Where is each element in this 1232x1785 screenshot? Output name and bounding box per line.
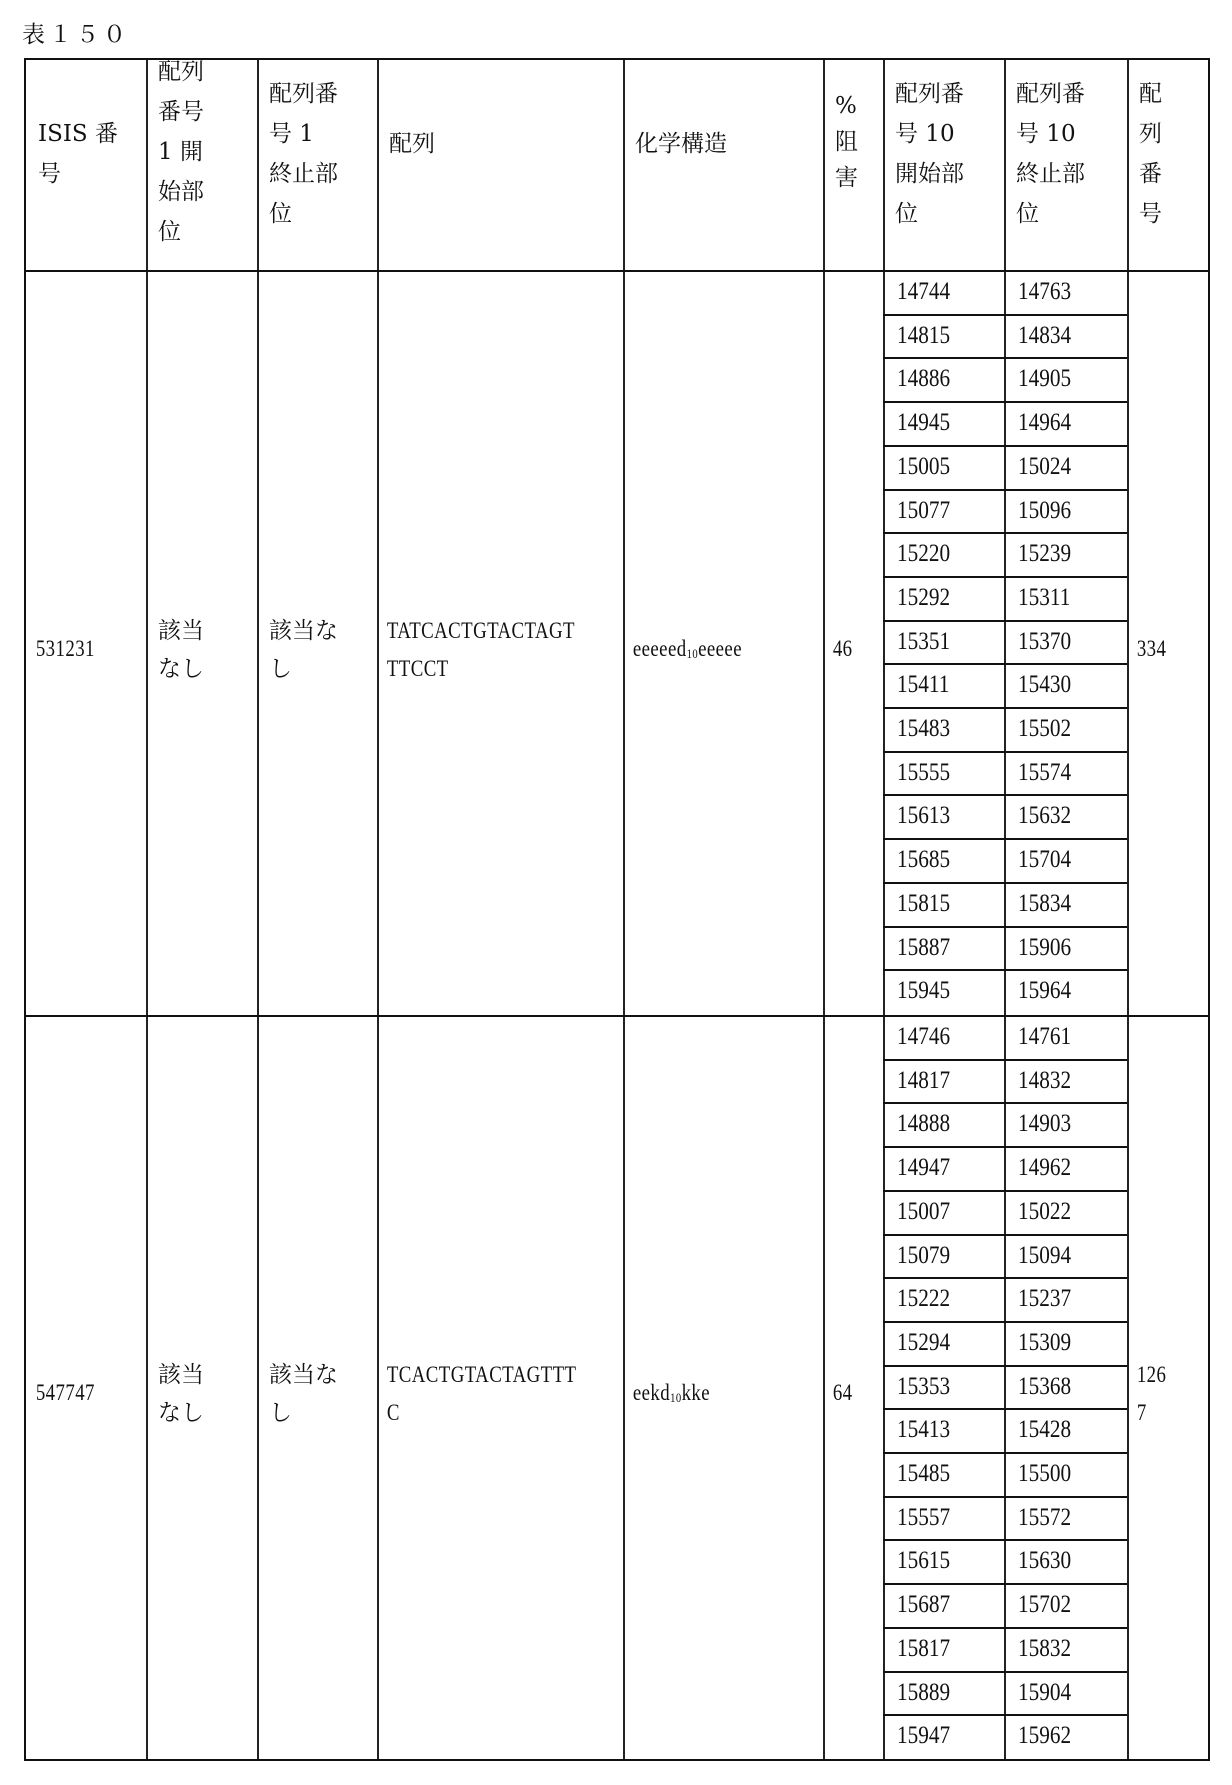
isis-number: 531231 — [35, 636, 95, 661]
seq10-stop-value: 15428 — [1018, 1416, 1072, 1444]
seq10-start-value: 15557 — [897, 1503, 951, 1531]
seq1-start: 該当 なし — [158, 1362, 204, 1426]
seq10-stop-value: 15906 — [1018, 933, 1072, 961]
seq10-start-value: 15887 — [897, 933, 951, 961]
position-row — [883, 403, 1127, 447]
seq10-stop-value: 15096 — [1018, 496, 1072, 524]
col-divider — [257, 60, 259, 1759]
seq10-start-value: 15077 — [897, 496, 951, 524]
chemistry — [623, 1374, 710, 1417]
chemistry — [623, 630, 742, 673]
position-row — [883, 796, 1127, 840]
seq10-start-value: 15485 — [897, 1460, 951, 1488]
seq10-start-value: 15005 — [897, 452, 951, 480]
position-list — [883, 272, 1127, 1015]
position-row — [883, 1017, 1127, 1061]
seq10-start-value: 15815 — [897, 889, 951, 917]
position-row — [883, 928, 1127, 972]
col-divider — [1127, 60, 1129, 1759]
position-row — [883, 1454, 1127, 1498]
col-divider — [623, 60, 625, 1759]
seq10-stop-value: 14832 — [1018, 1066, 1072, 1094]
position-row — [883, 1279, 1127, 1323]
header-seq10-stop: 配列番 号 10 終止部 位 — [1016, 81, 1085, 227]
seq10-start-value: 15945 — [897, 977, 951, 1005]
seq-id: 334 — [1136, 636, 1167, 661]
seq10-stop-value: 14964 — [1018, 409, 1072, 437]
seq10-stop-value: 15024 — [1018, 452, 1072, 480]
seq-id: 126 7 — [1136, 1362, 1167, 1425]
chemistry-prefix: eeeeed — [632, 636, 687, 661]
header-seq1-stop: 配列番 号 1 終止部 位 — [269, 81, 338, 227]
position-row — [883, 1673, 1127, 1717]
seq10-stop-value: 14763 — [1018, 278, 1072, 305]
seq10-stop-value: 15704 — [1018, 846, 1072, 874]
position-row — [883, 1716, 1127, 1760]
seq10-stop-value: 15502 — [1018, 715, 1072, 743]
seq10-start-value: 15222 — [897, 1285, 951, 1313]
seq10-stop-value: 15574 — [1018, 758, 1072, 786]
position-row — [883, 534, 1127, 578]
position-row — [883, 1236, 1127, 1280]
position-row — [883, 840, 1127, 884]
position-row — [883, 1323, 1127, 1367]
seq10-start-value: 15685 — [897, 846, 951, 874]
seq10-stop-value: 15964 — [1018, 977, 1072, 1005]
inhibition-percent: 46 — [832, 636, 853, 661]
data-table — [24, 58, 1210, 1761]
seq10-start-value: 14746 — [897, 1023, 951, 1050]
seq10-start-value: 14886 — [897, 365, 951, 393]
position-row — [883, 622, 1127, 666]
position-row — [883, 1192, 1127, 1236]
position-row — [883, 1148, 1127, 1192]
seq10-stop-value: 14962 — [1018, 1154, 1072, 1182]
seq10-start-value: 15079 — [897, 1241, 951, 1269]
seq10-stop-value: 15430 — [1018, 671, 1072, 699]
seq10-start-value: 15413 — [897, 1416, 951, 1444]
position-row — [883, 884, 1127, 928]
position-row — [883, 753, 1127, 797]
seq10-stop-value: 15022 — [1018, 1197, 1072, 1225]
header-seq-id: 配 列 番 号 — [1139, 81, 1162, 227]
position-row — [883, 272, 1127, 316]
position-row — [883, 971, 1127, 1015]
position-row — [883, 491, 1127, 535]
seq10-stop-value: 15239 — [1018, 540, 1072, 568]
seq10-stop-value: 15094 — [1018, 1241, 1072, 1269]
seq1-stop: 該当な し — [269, 1362, 338, 1426]
seq10-start-value: 15007 — [897, 1197, 951, 1225]
seq10-stop-value: 15237 — [1018, 1285, 1072, 1313]
position-row — [883, 359, 1127, 403]
seq10-start-value: 15353 — [897, 1372, 951, 1400]
seq10-start-value: 15615 — [897, 1547, 951, 1575]
seq10-stop-value: 14761 — [1018, 1023, 1072, 1050]
seq10-stop-value: 15904 — [1018, 1678, 1072, 1706]
seq10-start-value: 15613 — [897, 802, 951, 830]
seq10-start-value: 14945 — [897, 409, 951, 437]
seq10-start-value: 15483 — [897, 715, 951, 743]
position-row — [883, 1104, 1127, 1148]
seq10-start-value: 14947 — [897, 1154, 951, 1182]
seq10-start-value: 15947 — [897, 1722, 951, 1750]
seq10-stop-value: 15630 — [1018, 1547, 1072, 1575]
seq10-stop-value: 15309 — [1018, 1328, 1072, 1356]
seq10-start-value: 14817 — [897, 1066, 951, 1094]
position-row — [883, 1585, 1127, 1629]
position-row — [883, 447, 1127, 491]
sequence: TATCACTGTACTAGT TTCCT — [386, 618, 575, 681]
seq10-stop-value: 15962 — [1018, 1722, 1072, 1750]
chemistry-prefix: eekd — [632, 1380, 671, 1405]
header-seq1-start: 配列 番号 1 開 始部 位 — [158, 59, 204, 245]
seq1-start: 該当 なし — [158, 618, 204, 682]
seq10-stop-value: 15632 — [1018, 802, 1072, 830]
col-divider — [146, 60, 148, 1759]
seq10-stop-value: 15572 — [1018, 1503, 1072, 1531]
seq10-stop-value: 14834 — [1018, 321, 1072, 349]
seq10-start-value: 14744 — [897, 278, 951, 305]
seq10-start-value: 14888 — [897, 1110, 951, 1138]
seq10-start-value: 15889 — [897, 1678, 951, 1706]
seq10-start-value: 15292 — [897, 583, 951, 611]
chemistry-suffix: kke — [681, 1380, 711, 1405]
seq10-stop-value: 15368 — [1018, 1372, 1072, 1400]
chemistry-suffix: eeeee — [698, 636, 742, 661]
position-row — [883, 1061, 1127, 1105]
position-row — [883, 316, 1127, 360]
seq10-start-value: 15555 — [897, 758, 951, 786]
header-seq10-start: 配列番 号 10 開始部 位 — [895, 81, 964, 227]
seq10-stop-value: 15832 — [1018, 1634, 1072, 1662]
seq1-stop: 該当な し — [269, 618, 338, 682]
seq10-stop-value: 15311 — [1018, 583, 1071, 611]
position-row — [883, 665, 1127, 709]
seq10-start-value: 15351 — [897, 627, 951, 655]
chemistry-subscript: 10 — [670, 1390, 682, 1405]
header-inhibition: % 阻 害 — [835, 93, 858, 191]
seq10-stop-value: 15370 — [1018, 627, 1072, 655]
header-sequence: 配列 — [389, 131, 435, 157]
seq10-stop-value: 15702 — [1018, 1591, 1072, 1619]
col-divider — [377, 60, 379, 1759]
inhibition-percent: 64 — [832, 1380, 853, 1405]
seq10-start-value: 15220 — [897, 540, 951, 568]
seq10-stop-value: 15500 — [1018, 1460, 1072, 1488]
position-row — [883, 1541, 1127, 1585]
table-caption: 表１５０ — [22, 22, 130, 48]
position-list — [883, 1017, 1127, 1760]
header-chemistry: 化学構造 — [635, 131, 727, 157]
seq10-stop-value: 14903 — [1018, 1110, 1072, 1138]
position-row — [883, 709, 1127, 753]
seq10-start-value: 15817 — [897, 1634, 951, 1662]
seq10-start-value: 15687 — [897, 1591, 951, 1619]
isis-number: 547747 — [35, 1380, 95, 1405]
header-isis-number: ISIS 番 号 — [38, 121, 118, 187]
sequence: TCACTGTACTAGTTT C — [386, 1362, 577, 1425]
position-row — [883, 1410, 1127, 1454]
seq10-start-value: 15411 — [897, 671, 950, 699]
seq10-start-value: 14815 — [897, 321, 951, 349]
position-row — [883, 578, 1127, 622]
seq10-start-value: 15294 — [897, 1328, 951, 1356]
seq10-stop-value: 15834 — [1018, 889, 1072, 917]
seq10-stop-value: 14905 — [1018, 365, 1072, 393]
chemistry-subscript: 10 — [686, 646, 699, 661]
position-row — [883, 1498, 1127, 1542]
col-divider — [823, 60, 825, 1759]
position-row — [883, 1367, 1127, 1411]
position-row — [883, 1629, 1127, 1673]
